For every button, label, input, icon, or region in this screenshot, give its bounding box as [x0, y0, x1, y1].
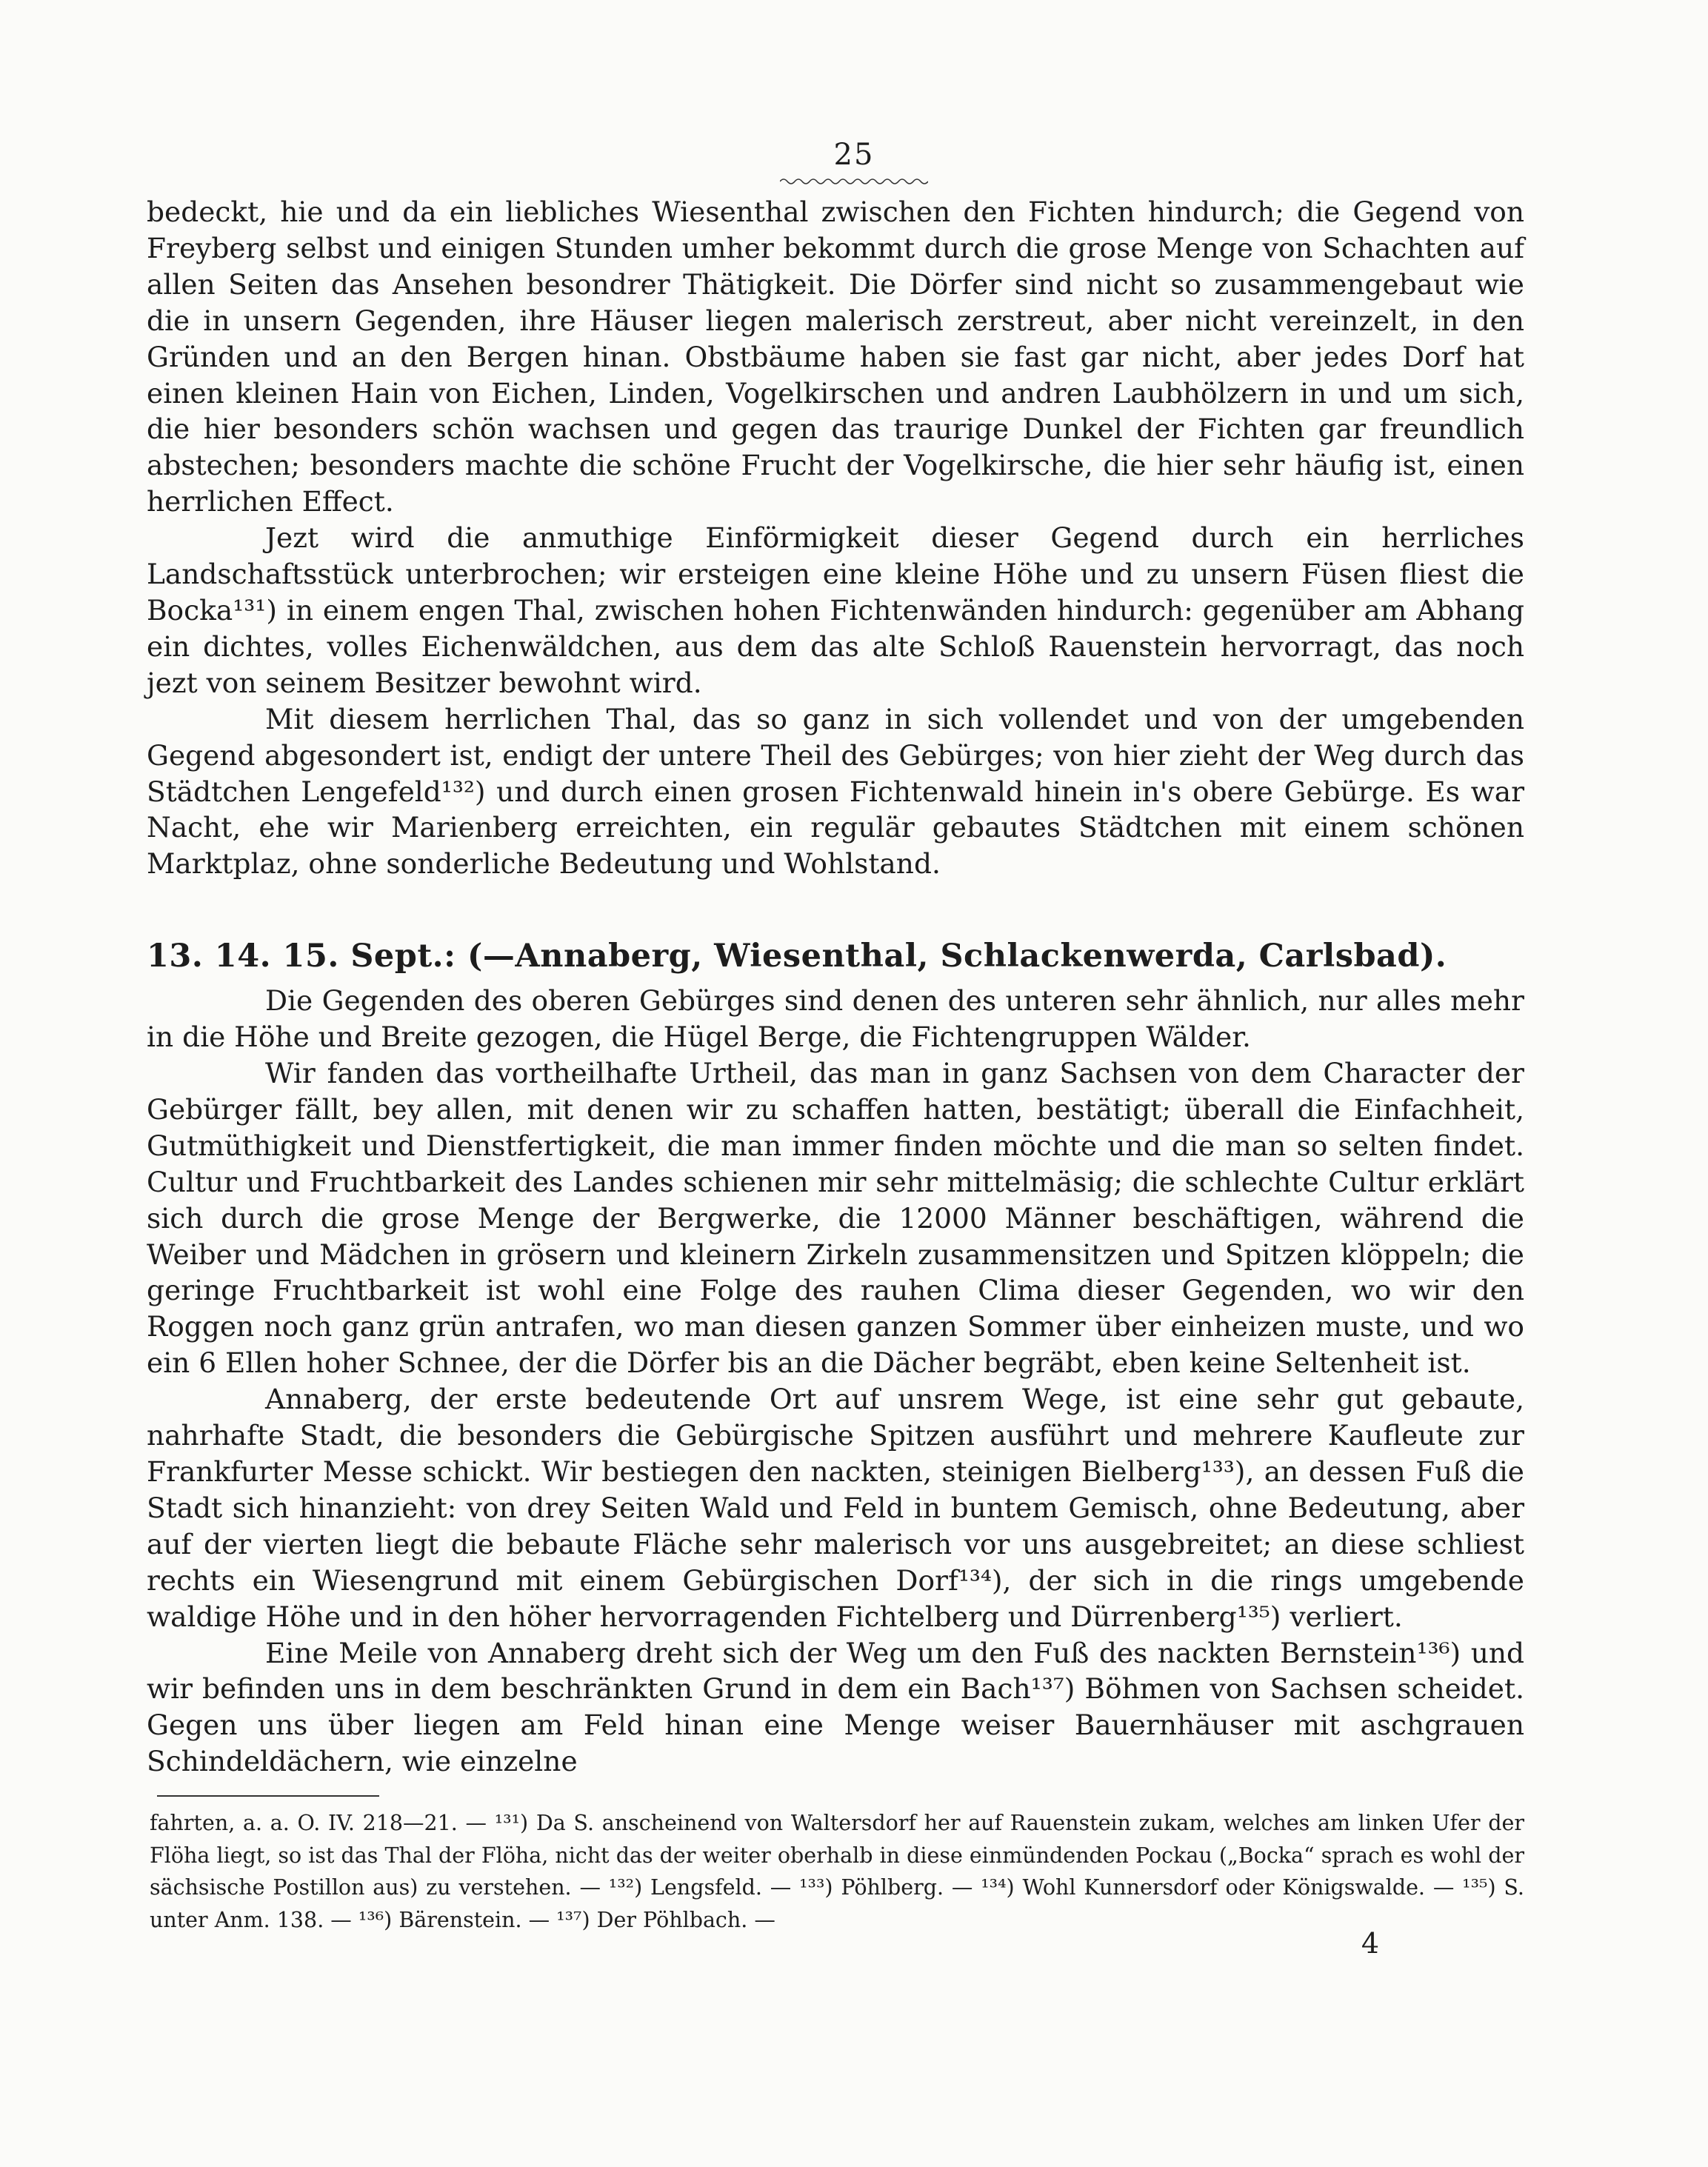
section-heading: 13. 14. 15. Sept.: (—Annaberg, Wiesenthal, Schlackenwerda, Carlsbad).: [147, 938, 1447, 975]
wavy-rule-ornament: [780, 176, 928, 187]
paragraph: Wir fanden das vortheilhafte Urtheil, das man in ganz Sachsen von dem Character der Gebürger fällt, bey allen, mit denen wir zu schaffen hatten, bestätigt; überall die Einfachheit, Gutmüthigkeit und Dienstfertigkeit, die man immer finden möchte und die man so selten findet. Cultur und Fruchtbarkeit des Landes schienen mir sehr mittelmäsig; die schlechte Cultur erklärt sich durch die grose Menge der Bergwerke, die 12000 Männer beschäftigen, während die Weiber und Mädchen in grösern und kleinern Zirkeln zusammensitzen und Spitzen klöppeln; die geringe Fruchtbarkeit ist wohl eine Folge des rauhen Clima dieser Gegenden, wo wir den Roggen noch ganz grün antrafen, wo man diesen ganzen Sommer über einheizen muste, und wo ein 6 Ellen hoher Schnee, der die Dörfer bis an die Dächer begräbt, eben keine Seltenheit ist.: [147, 1057, 1524, 1380]
paragraph: Eine Meile von Annaberg dreht sich der Weg um den Fuß des nackten Bernstein¹³⁶) und wir befinden uns in dem beschränkten Grund in dem ein Bach¹³⁷) Böhmen von Sachsen scheidet. Gegen uns über liegen am Feld hinan eine Menge weiser Bauernhäuser mit aschgrauen Schindeldächern, wie einzelne: [147, 1636, 1524, 1778]
signature-mark: 4: [1361, 1927, 1380, 1960]
paragraph: Die Gegenden des oberen Gebürges sind denen des unteren sehr ähnlich, nur alles mehr in die Höhe und Breite gezogen, die Hügel Berge, die Fichtengruppen Wälder.: [147, 984, 1524, 1054]
page-number: 25: [833, 138, 875, 172]
main-text: [147, 194, 1524, 1780]
paragraph-continuation: bedeckt, hie und da ein liebliches Wiesenthal zwischen den Fichten hindurch; die Gegend von Freyberg selbst und einigen Stunden umher bekommt durch die grose Menge von Schachten auf allen Seiten das Ansehen besondrer Thätigkeit. Die Dörfer sind nicht so zusammengebaut wie die in unsern Gegenden, ihre Häuser liegen malerisch zerstreut, aber nicht vereinzelt, in den Gründen und an den Bergen hinan. Obstbäume haben sie fast gar nicht, aber jedes Dorf hat einen kleinen Hain von Eichen, Linden, Vogelkirschen und andren Laubhölzern in und um sich, die hier besonders schön wachsen und gegen das traurige Dunkel der Fichten gar freundlich abstechen; besonders machte die schöne Frucht der Vogelkirsche, die hier sehr häufig ist, einen herrlichen Effect.: [147, 196, 1524, 518]
footnote-rule: [157, 1795, 379, 1797]
paragraph: Annaberg, der erste bedeutende Ort auf unsrem Wege, ist eine sehr gut gebaute, nahrhafte Stadt, die besonders die Gebürgische Spitzen ausführt und mehrere Kaufleute zur Frankfurter Messe schickt. Wir bestiegen den nackten, steinigen Bielberg¹³³), an dessen Fuß die Stadt sich hinanzieht: von drey Seiten Wald und Feld in buntem Gemisch, ohne Bedeutung, aber auf der vierten liegt die bebaute Fläche sehr malerisch vor uns ausgebreitet; an diese schliest rechts ein Wiesengrund mit einem Gebürgischen Dorf¹³⁴), der sich in die rings umgebende waldige Höhe und in den höher hervorragenden Fichtelberg und Dürrenberg¹³⁵) verliert.: [147, 1383, 1524, 1633]
footnotes: fahrten, a. a. O. IV. 218—21. — ¹³¹) Da S. anscheinend von Waltersdorf her auf Rauenstein zukam, welches am linken Ufer der Flöha liegt, so ist das Thal der Flöha, nicht das der weiter oberhalb in diese einmündenden Pockau („Bocka“ sprach es wohl der sächsische Postillon aus) zu verstehen. — ¹³²) Lengsfeld. — ¹³³) Pöhlberg. — ¹³⁴) Wohl Kunnersdorf oder Königswalde. — ¹³⁵) S. unter Anm. 138. — ¹³⁶) Bärenstein. — ¹³⁷) Der Pöhlbach. —: [150, 1811, 1524, 1932]
paragraph: Jezt wird die anmuthige Einförmigkeit dieser Gegend durch ein herrliches Landschaftsstück unterbrochen; wir ersteigen eine kleine Höhe und zu unsern Füsen fliest die Bocka¹³¹) in einem engen Thal, zwischen hohen Fichtenwänden hindurch: gegenüber am Abhang ein dichtes, volles Eichenwäldchen, aus dem das alte Schloß Rauenstein hervorragt, das noch jezt von seinem Besitzer bewohnt wird.: [147, 521, 1524, 699]
paragraph: Mit diesem herrlichen Thal, das so ganz in sich vollendet und von der umgebenden Gegend abgesondert ist, endigt der untere Theil des Gebürges; von hier zieht der Weg durch das Städtchen Lengefeld¹³²) und durch einen grosen Fichtenwald hinein in's obere Gebürge. Es war Nacht, ehe wir Marienberg erreichten, ein regulär gebautes Städtchen mit einem schönen Marktplaz, ohne sonderliche Bedeutung und Wohlstand.: [147, 702, 1524, 881]
